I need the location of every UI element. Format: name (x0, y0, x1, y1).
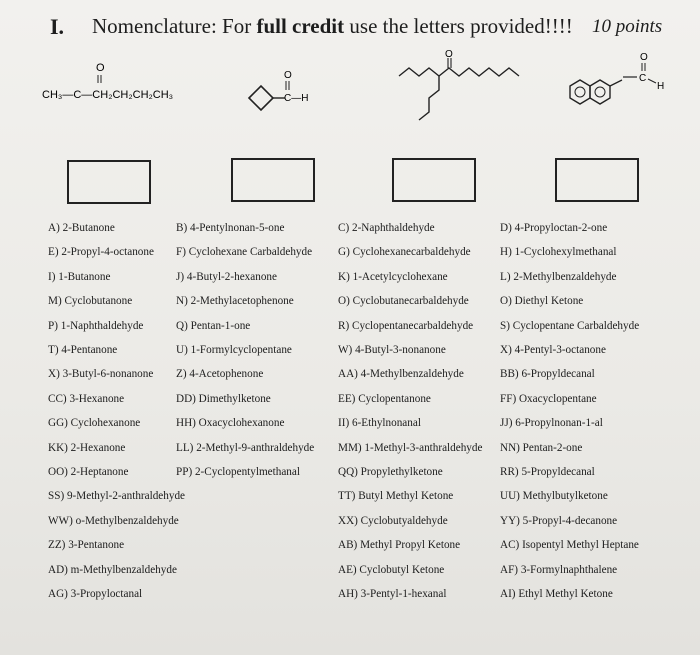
answer-box-1[interactable] (67, 160, 151, 204)
aldehyde-group: C—H (284, 93, 309, 104)
option-item: AD) m-Methylbenzaldehyde (48, 563, 177, 576)
cyclobutane-ring (249, 86, 273, 110)
option-item: DD) Dimethylketone (176, 392, 271, 405)
answer-box-3[interactable] (392, 158, 476, 202)
option-item: JJ) 6-Propylnonan-1-al (500, 417, 603, 430)
carbonyl-oxygen: O (96, 62, 105, 74)
option-item: I) 1-Butanone (48, 270, 111, 283)
cyclobutane-structure (245, 64, 325, 120)
option-item: RR) 5-Propyldecanal (500, 466, 595, 478)
option-item: Z) 4-Acetophenone (176, 368, 264, 381)
option-item: S) Cyclopentane Carbaldehyde (500, 319, 640, 332)
option-item: LL) 2-Methyl-9-anthraldehyde (176, 441, 315, 454)
aldehyde-oxygen-2: O (640, 52, 648, 63)
option-item: AI) Ethyl Methyl Ketone (500, 588, 613, 600)
option-item: UU) Methylbutylketone (500, 490, 608, 503)
option-item: O) Diethyl Ketone (500, 295, 584, 308)
option-item: FF) Oxacyclopentane (500, 392, 597, 405)
option-item: B) 4-Pentylnonan-5-one (176, 222, 285, 234)
option-item: R) Cyclopentanecarbaldehyde (338, 319, 474, 332)
option-item: AA) 4-Methylbenzaldehyde (338, 368, 464, 381)
answer-box-2[interactable] (231, 158, 315, 202)
molecule-branched-ketone (395, 50, 535, 142)
points-label: 10 points (592, 16, 663, 37)
option-item: AF) 3-Formylnaphthalene (500, 563, 618, 576)
option-item: BB) 6-Propyldecanal (500, 368, 595, 381)
carbon-label: C (639, 73, 647, 84)
option-item: Q) Pentan-1-one (176, 319, 251, 332)
option-item: N) 2-Methylacetophenone (176, 295, 294, 308)
molecule-naphthaldehyde (560, 50, 670, 120)
option-item: QQ) Propylethylketone (338, 466, 443, 478)
option-item: F) Cyclohexane Carbaldehyde (176, 246, 313, 259)
option-item: U) 1-Formylcyclopentane (176, 344, 292, 356)
option-item: P) 1-Naphthaldehyde (48, 319, 144, 332)
ring-right (590, 80, 610, 104)
hexanone-structure (40, 58, 240, 108)
hydrogen-label: H (657, 81, 665, 92)
molecule-hexanone (40, 58, 240, 108)
option-item: AC) Isopentyl Methyl Heptane (500, 539, 639, 552)
question-header (0, 6, 700, 46)
option-item: ZZ) 3-Pentanone (48, 539, 125, 552)
option-item: AB) Methyl Propyl Ketone (338, 539, 461, 552)
option-item: H) 1-Cyclohexylmethanal (500, 246, 617, 259)
question-number: I. (50, 14, 65, 39)
answer-box-4[interactable] (555, 158, 639, 202)
option-item: X) 4-Pentyl-3-octanone (500, 344, 606, 356)
option-item: MM) 1-Methyl-3-anthraldehyde (338, 441, 483, 454)
option-item: W) 4-Butyl-3-nonanone (338, 344, 446, 356)
option-item: HH) Oxacyclohexanone (176, 417, 285, 430)
option-item: YY) 5-Propyl-4-decanone (500, 514, 618, 527)
option-item: E) 2-Propyl-4-octanone (48, 246, 154, 259)
option-item: GG) Cyclohexanone (48, 417, 141, 430)
condensed-formula: CH₃—C—CH₂CH₂CH₂CH₃ (42, 89, 174, 101)
option-item: CC) 3-Hexanone (48, 392, 125, 405)
option-item: D) 4-Propyloctan-2-one (500, 222, 608, 234)
aldehyde-oxygen: O (284, 70, 292, 81)
ring-left (570, 80, 590, 104)
option-item: L) 2-Methylbenzaldehyde (500, 270, 617, 283)
question-title: Nomenclature: For full credit use the letters provided!!!! (92, 14, 573, 38)
option-item: A) 2-Butanone (48, 222, 115, 234)
option-item: OO) 2-Heptanone (48, 466, 129, 478)
option-item: AE) Cyclobutyl Ketone (338, 563, 445, 576)
option-item: TT) Butyl Methyl Ketone (338, 490, 454, 503)
side-chain (419, 76, 439, 120)
option-item: XX) Cyclobutyaldehyde (338, 514, 448, 527)
naphthalene-structure (560, 50, 670, 120)
option-item: G) Cyclohexanecarbaldehyde (338, 246, 471, 259)
option-item: O) Cyclobutanecarbaldehyde (338, 295, 469, 308)
option-item: II) 6-Ethylnonanal (338, 417, 421, 430)
option-item: PP) 2-Cyclopentylmethanal (176, 466, 300, 478)
option-item: EE) Cyclopentanone (338, 392, 431, 405)
branched-ketone-structure (395, 50, 535, 142)
molecule-cyclobutanecarbaldehyde (245, 64, 325, 120)
option-item: T) 4-Pentanone (48, 344, 118, 356)
main-chain (399, 68, 519, 76)
option-item: SS) 9-Methyl-2-anthraldehyde (48, 490, 186, 503)
option-item: AH) 3-Pentyl-1-hexanal (338, 588, 447, 600)
option-item: J) 4-Butyl-2-hexanone (176, 270, 277, 283)
option-item: C) 2-Naphthaldehyde (338, 222, 435, 234)
option-item: NN) Pentan-2-one (500, 441, 583, 454)
option-item: M) Cyclobutanone (48, 295, 133, 308)
option-item: AG) 3-Propyloctanal (48, 588, 143, 600)
option-item: X) 3-Butyl-6-nonanone (48, 368, 154, 381)
option-item: KK) 2-Hexanone (48, 441, 126, 454)
option-item: K) 1-Acetylcyclohexane (338, 270, 448, 283)
ketone-oxygen: O (445, 50, 453, 60)
option-item: WW) o-Methylbenzaldehyde (48, 514, 179, 527)
